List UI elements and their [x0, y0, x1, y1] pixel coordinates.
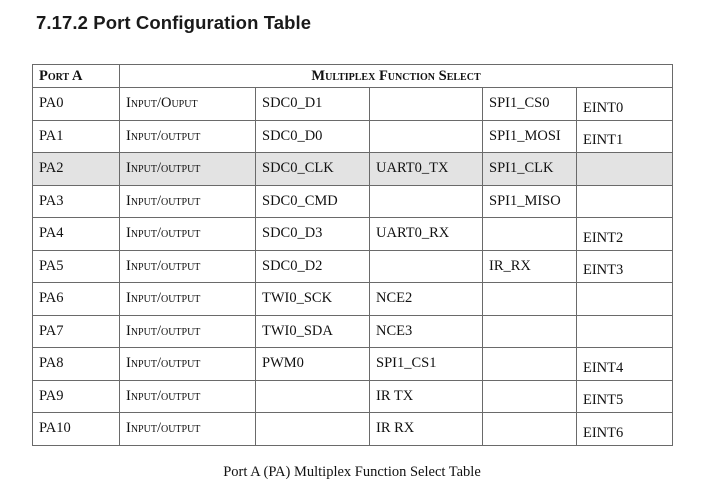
- interrupt-cell: EINT5: [577, 380, 673, 413]
- table-row: [33, 250, 673, 283]
- io-mode-cell: Input/output: [120, 185, 256, 218]
- table-body: [33, 88, 673, 446]
- function-cell: SDC0_D2: [256, 250, 370, 283]
- interrupt-cell: [577, 185, 673, 218]
- table-row: [33, 315, 673, 348]
- function-cell: UART0_RX: [370, 218, 483, 251]
- table-row: [33, 218, 673, 251]
- interrupt-cell: EINT1: [577, 120, 673, 153]
- interrupt-cell: EINT3: [577, 250, 673, 283]
- io-mode-cell: Input/output: [120, 413, 256, 446]
- interrupt-cell: EINT6: [577, 413, 673, 446]
- function-cell: SPI1_CS1: [370, 348, 483, 381]
- table-header-row: [33, 65, 673, 88]
- port-pin-cell: PA6: [33, 283, 120, 316]
- function-cell: [483, 380, 577, 413]
- io-mode-cell: Input/output: [120, 348, 256, 381]
- table-caption: Port A (PA) Multiplex Function Select Table: [223, 464, 481, 480]
- table-row: [33, 380, 673, 413]
- function-cell: PWM0: [256, 348, 370, 381]
- port-pin-cell: PA4: [33, 218, 120, 251]
- function-cell: SDC0_D3: [256, 218, 370, 251]
- table-row: [33, 153, 673, 186]
- function-cell: SPI1_CS0: [483, 88, 577, 121]
- interrupt-cell: EINT4: [577, 348, 673, 381]
- section-title: 7.17.2 Port Configuration Table: [36, 12, 312, 33]
- function-cell: IR_RX: [483, 250, 577, 283]
- port-pin-cell: PA10: [33, 413, 120, 446]
- function-cell: [256, 380, 370, 413]
- port-pin-cell: PA8: [33, 348, 120, 381]
- function-cell: UART0_TX: [370, 153, 483, 186]
- function-cell: SPI1_CLK: [483, 153, 577, 186]
- function-cell: [370, 88, 483, 121]
- port-pin-cell: PA2: [33, 153, 120, 186]
- function-cell: [370, 185, 483, 218]
- function-cell: NCE3: [370, 315, 483, 348]
- table-row: [33, 283, 673, 316]
- function-cell: TWI0_SCK: [256, 283, 370, 316]
- function-cell: [483, 348, 577, 381]
- port-pin-cell: PA1: [33, 120, 120, 153]
- function-cell: [483, 218, 577, 251]
- function-cell: TWI0_SDA: [256, 315, 370, 348]
- interrupt-cell: EINT2: [577, 218, 673, 251]
- table-row: [33, 120, 673, 153]
- io-mode-cell: Input/output: [120, 315, 256, 348]
- io-mode-cell: Input/output: [120, 283, 256, 316]
- port-pin-cell: PA7: [33, 315, 120, 348]
- port-configuration-table: [32, 64, 673, 446]
- function-cell: SPI1_MOSI: [483, 120, 577, 153]
- interrupt-cell: [577, 153, 673, 186]
- function-cell: IR RX: [370, 413, 483, 446]
- table-row: [33, 185, 673, 218]
- function-cell: [483, 283, 577, 316]
- function-cell: [370, 250, 483, 283]
- function-cell: [483, 413, 577, 446]
- function-cell: SDC0_D0: [256, 120, 370, 153]
- table-row: [33, 413, 673, 446]
- port-pin-cell: PA5: [33, 250, 120, 283]
- function-cell: [370, 120, 483, 153]
- mux-column-header: Multiplex Function Select: [120, 65, 673, 88]
- function-cell: IR TX: [370, 380, 483, 413]
- port-pin-cell: PA3: [33, 185, 120, 218]
- io-mode-cell: Input/output: [120, 153, 256, 186]
- io-mode-cell: Input/output: [120, 218, 256, 251]
- interrupt-cell: [577, 315, 673, 348]
- io-mode-cell: Input/output: [120, 380, 256, 413]
- port-pin-cell: PA9: [33, 380, 120, 413]
- function-cell: SDC0_D1: [256, 88, 370, 121]
- port-pin-cell: PA0: [33, 88, 120, 121]
- port-column-header: Port A: [33, 65, 120, 88]
- io-mode-cell: Input/output: [120, 120, 256, 153]
- function-cell: NCE2: [370, 283, 483, 316]
- function-cell: SDC0_CLK: [256, 153, 370, 186]
- function-cell: [483, 315, 577, 348]
- function-cell: SDC0_CMD: [256, 185, 370, 218]
- io-mode-cell: Input/Ouput: [120, 88, 256, 121]
- io-mode-cell: Input/output: [120, 250, 256, 283]
- function-cell: [256, 413, 370, 446]
- table-row: [33, 348, 673, 381]
- interrupt-cell: EINT0: [577, 88, 673, 121]
- table-row: [33, 88, 673, 121]
- interrupt-cell: [577, 283, 673, 316]
- function-cell: SPI1_MISO: [483, 185, 577, 218]
